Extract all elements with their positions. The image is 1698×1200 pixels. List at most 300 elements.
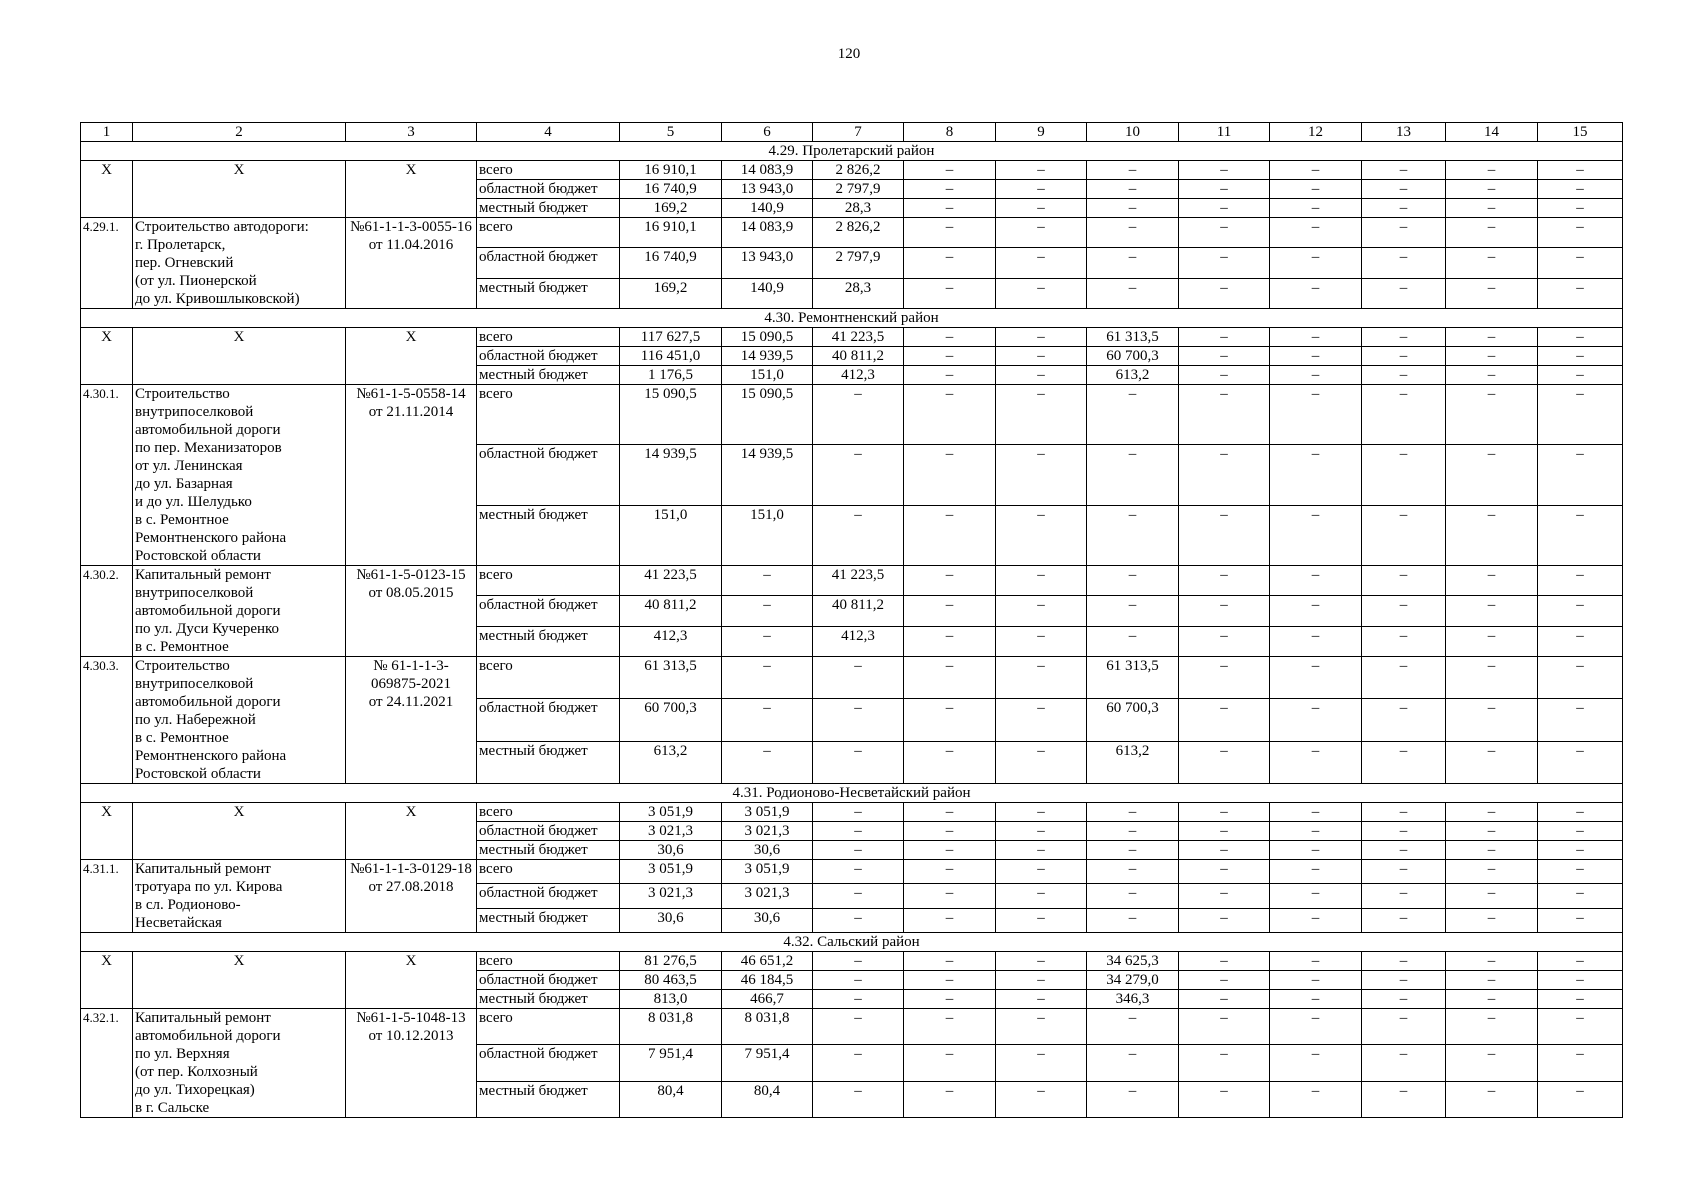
amount-cell: 116 451,0: [620, 347, 722, 366]
amount-cell: –: [813, 841, 904, 860]
amount-cell: –: [1087, 841, 1179, 860]
amount-cell: –: [904, 741, 996, 783]
amount-cell: 3 051,9: [620, 803, 722, 822]
amount-cell: 16 910,1: [620, 218, 722, 248]
amount-cell: –: [1179, 505, 1270, 565]
amount-cell: 613,2: [1087, 366, 1179, 385]
amount-cell: –: [1362, 841, 1446, 860]
amount-cell: –: [904, 366, 996, 385]
amount-cell: –: [1538, 860, 1623, 884]
amount-cell: –: [1446, 990, 1538, 1009]
amount-cell: –: [1087, 505, 1179, 565]
amount-cell: 1 176,5: [620, 366, 722, 385]
document-code: Х: [346, 161, 477, 218]
amount-cell: –: [1538, 971, 1623, 990]
amount-cell: –: [1446, 161, 1538, 180]
amount-cell: 412,3: [813, 366, 904, 385]
amount-cell: 40 811,2: [813, 347, 904, 366]
column-number: 14: [1446, 123, 1538, 142]
item-number: 4.29.1.: [81, 218, 133, 309]
column-number-row: [81, 123, 1623, 142]
amount-cell: 613,2: [620, 741, 722, 783]
amount-cell: –: [1362, 884, 1446, 908]
amount-cell: –: [1538, 657, 1623, 699]
amount-cell: –: [1538, 199, 1623, 218]
column-number: 8: [904, 123, 996, 142]
document-code: № 61-1-1-3- 069875-2021 от 24.11.2021: [346, 657, 477, 784]
amount-cell: –: [996, 971, 1087, 990]
project-row: [81, 657, 1623, 699]
amount-cell: –: [904, 161, 996, 180]
district-total-row: [81, 952, 1623, 971]
amount-cell: –: [813, 1081, 904, 1117]
amount-cell: –: [1538, 385, 1623, 445]
amount-cell: –: [1179, 657, 1270, 699]
amount-cell: –: [996, 822, 1087, 841]
budget-label: всего: [477, 803, 620, 822]
budget-label: всего: [477, 161, 620, 180]
amount-cell: –: [1179, 199, 1270, 218]
document-code: №61-1-5-0558-14 от 21.11.2014: [346, 385, 477, 566]
amount-cell: 3 021,3: [620, 884, 722, 908]
column-number: 10: [1087, 123, 1179, 142]
amount-cell: –: [813, 908, 904, 932]
amount-cell: –: [1179, 1081, 1270, 1117]
section-title: 4.32. Сальский район: [81, 933, 1623, 952]
amount-cell: –: [904, 626, 996, 656]
column-number: 3: [346, 123, 477, 142]
budget-table: [80, 122, 1623, 1118]
budget-label: всего: [477, 657, 620, 699]
amount-cell: –: [1446, 1081, 1538, 1117]
amount-cell: –: [1446, 741, 1538, 783]
amount-cell: 40 811,2: [813, 596, 904, 626]
amount-cell: –: [1087, 385, 1179, 445]
amount-cell: –: [996, 347, 1087, 366]
section-title: 4.31. Родионово-Несветайский район: [81, 784, 1623, 803]
amount-cell: –: [1270, 218, 1362, 248]
amount-cell: –: [1362, 566, 1446, 596]
amount-cell: 80 463,5: [620, 971, 722, 990]
amount-cell: –: [813, 699, 904, 741]
amount-cell: –: [1270, 366, 1362, 385]
amount-cell: –: [1270, 505, 1362, 565]
amount-cell: –: [1270, 699, 1362, 741]
amount-cell: 169,2: [620, 199, 722, 218]
amount-cell: 14 083,9: [722, 218, 813, 248]
amount-cell: –: [904, 884, 996, 908]
amount-cell: –: [1362, 908, 1446, 932]
amount-cell: –: [1179, 180, 1270, 199]
amount-cell: –: [904, 841, 996, 860]
amount-cell: 2 826,2: [813, 218, 904, 248]
budget-label: местный бюджет: [477, 741, 620, 783]
amount-cell: –: [1179, 822, 1270, 841]
amount-cell: –: [1087, 161, 1179, 180]
amount-cell: –: [1538, 328, 1623, 347]
amount-cell: –: [1270, 596, 1362, 626]
amount-cell: 8 031,8: [620, 1009, 722, 1045]
amount-cell: 16 740,9: [620, 248, 722, 278]
amount-cell: 14 939,5: [620, 445, 722, 505]
amount-cell: –: [1270, 741, 1362, 783]
amount-cell: 15 090,5: [722, 328, 813, 347]
amount-cell: –: [813, 971, 904, 990]
amount-cell: –: [1087, 1081, 1179, 1117]
budget-label: всего: [477, 860, 620, 884]
budget-label: местный бюджет: [477, 199, 620, 218]
amount-cell: –: [904, 1009, 996, 1045]
amount-cell: 140,9: [722, 199, 813, 218]
amount-cell: 46 651,2: [722, 952, 813, 971]
amount-cell: –: [722, 566, 813, 596]
amount-cell: 60 700,3: [620, 699, 722, 741]
amount-cell: –: [996, 908, 1087, 932]
amount-cell: –: [1362, 626, 1446, 656]
amount-cell: –: [996, 952, 1087, 971]
amount-cell: –: [996, 328, 1087, 347]
amount-cell: –: [1446, 952, 1538, 971]
budget-label: всего: [477, 328, 620, 347]
amount-cell: –: [1446, 328, 1538, 347]
amount-cell: –: [1087, 278, 1179, 308]
budget-label: всего: [477, 218, 620, 248]
budget-label: местный бюджет: [477, 278, 620, 308]
amount-cell: –: [1270, 445, 1362, 505]
amount-cell: –: [996, 248, 1087, 278]
amount-cell: –: [722, 657, 813, 699]
amount-cell: –: [1087, 199, 1179, 218]
amount-cell: –: [1538, 626, 1623, 656]
amount-cell: –: [1087, 626, 1179, 656]
item-name: Строительство внутрипоселковой автомобильной дороги по пер. Механизаторов от ул. Ленинская до ул. Базарная и до ул. Шелудько в с. Ремонтное Ремонтненского района Ростовской области: [133, 385, 346, 566]
amount-cell: –: [1362, 1081, 1446, 1117]
amount-cell: 15 090,5: [722, 385, 813, 445]
amount-cell: –: [1362, 278, 1446, 308]
amount-cell: –: [1270, 566, 1362, 596]
amount-cell: –: [996, 860, 1087, 884]
amount-cell: –: [1446, 971, 1538, 990]
item-name: Капитальный ремонт автомобильной дороги по ул. Верхняя (от пер. Колхозный до ул. Тихорецкая) в г. Сальске: [133, 1009, 346, 1118]
amount-cell: 30,6: [620, 908, 722, 932]
amount-cell: 46 184,5: [722, 971, 813, 990]
amount-cell: –: [1446, 841, 1538, 860]
amount-cell: 169,2: [620, 278, 722, 308]
amount-cell: –: [1270, 860, 1362, 884]
district-section-title: [81, 933, 1623, 952]
amount-cell: 3 021,3: [620, 822, 722, 841]
amount-cell: –: [813, 1045, 904, 1081]
amount-cell: –: [1362, 248, 1446, 278]
item-number: Х: [81, 803, 133, 860]
amount-cell: –: [1087, 803, 1179, 822]
amount-cell: 14 939,5: [722, 347, 813, 366]
budget-label: областной бюджет: [477, 180, 620, 199]
amount-cell: 60 700,3: [1087, 347, 1179, 366]
document-code: №61-1-5-1048-13 от 10.12.2013: [346, 1009, 477, 1118]
item-number: 4.32.1.: [81, 1009, 133, 1118]
amount-cell: –: [1362, 1009, 1446, 1045]
amount-cell: –: [904, 505, 996, 565]
amount-cell: –: [1087, 908, 1179, 932]
item-name: Х: [133, 328, 346, 385]
amount-cell: –: [1362, 803, 1446, 822]
column-number: 5: [620, 123, 722, 142]
amount-cell: –: [996, 1045, 1087, 1081]
item-number: 4.30.1.: [81, 385, 133, 566]
budget-label: местный бюджет: [477, 908, 620, 932]
amount-cell: –: [1087, 248, 1179, 278]
column-number: 6: [722, 123, 813, 142]
amount-cell: –: [813, 1009, 904, 1045]
amount-cell: 28,3: [813, 278, 904, 308]
amount-cell: 140,9: [722, 278, 813, 308]
amount-cell: 7 951,4: [722, 1045, 813, 1081]
amount-cell: 61 313,5: [1087, 328, 1179, 347]
amount-cell: –: [1538, 884, 1623, 908]
document-code: №61-1-5-0123-15 от 08.05.2015: [346, 566, 477, 657]
column-number: 2: [133, 123, 346, 142]
amount-cell: –: [1087, 1045, 1179, 1081]
amount-cell: –: [1179, 347, 1270, 366]
amount-cell: –: [1362, 385, 1446, 445]
amount-cell: –: [996, 741, 1087, 783]
amount-cell: –: [1179, 161, 1270, 180]
amount-cell: 16 740,9: [620, 180, 722, 199]
amount-cell: –: [1446, 180, 1538, 199]
amount-cell: –: [1362, 347, 1446, 366]
amount-cell: –: [1446, 596, 1538, 626]
amount-cell: –: [1270, 803, 1362, 822]
amount-cell: –: [1446, 822, 1538, 841]
item-number: 4.30.2.: [81, 566, 133, 657]
amount-cell: 30,6: [722, 841, 813, 860]
amount-cell: –: [996, 990, 1087, 1009]
amount-cell: –: [1087, 566, 1179, 596]
amount-cell: –: [1087, 218, 1179, 248]
document-code: №61-1-1-3-0055-16 от 11.04.2016: [346, 218, 477, 309]
amount-cell: –: [1179, 445, 1270, 505]
amount-cell: 80,4: [722, 1081, 813, 1117]
budget-label: местный бюджет: [477, 990, 620, 1009]
amount-cell: –: [813, 657, 904, 699]
amount-cell: –: [1538, 803, 1623, 822]
amount-cell: –: [1538, 366, 1623, 385]
amount-cell: –: [722, 741, 813, 783]
amount-cell: –: [1446, 1009, 1538, 1045]
amount-cell: –: [1270, 1009, 1362, 1045]
item-number: Х: [81, 328, 133, 385]
amount-cell: 3 051,9: [722, 803, 813, 822]
amount-cell: 41 223,5: [813, 566, 904, 596]
amount-cell: –: [1446, 860, 1538, 884]
budget-label: местный бюджет: [477, 626, 620, 656]
budget-label: всего: [477, 1009, 620, 1045]
budget-label: всего: [477, 952, 620, 971]
amount-cell: –: [1362, 161, 1446, 180]
project-row: [81, 385, 1623, 445]
amount-cell: –: [1538, 347, 1623, 366]
amount-cell: –: [996, 505, 1087, 565]
amount-cell: –: [1270, 952, 1362, 971]
amount-cell: –: [996, 803, 1087, 822]
amount-cell: 30,6: [722, 908, 813, 932]
amount-cell: –: [904, 1081, 996, 1117]
amount-cell: 41 223,5: [813, 328, 904, 347]
amount-cell: –: [1087, 445, 1179, 505]
amount-cell: –: [1270, 1045, 1362, 1081]
amount-cell: –: [1446, 566, 1538, 596]
amount-cell: 412,3: [813, 626, 904, 656]
amount-cell: 14 083,9: [722, 161, 813, 180]
amount-cell: –: [996, 841, 1087, 860]
amount-cell: –: [1270, 971, 1362, 990]
budget-label: областной бюджет: [477, 347, 620, 366]
amount-cell: –: [1538, 596, 1623, 626]
amount-cell: –: [996, 385, 1087, 445]
amount-cell: 60 700,3: [1087, 699, 1179, 741]
amount-cell: –: [813, 822, 904, 841]
amount-cell: –: [904, 445, 996, 505]
amount-cell: 41 223,5: [620, 566, 722, 596]
amount-cell: –: [1446, 445, 1538, 505]
amount-cell: –: [1270, 1081, 1362, 1117]
amount-cell: –: [996, 278, 1087, 308]
amount-cell: –: [996, 199, 1087, 218]
amount-cell: –: [1538, 1009, 1623, 1045]
amount-cell: –: [1538, 1081, 1623, 1117]
budget-label: местный бюджет: [477, 841, 620, 860]
amount-cell: –: [904, 199, 996, 218]
amount-cell: –: [1362, 860, 1446, 884]
amount-cell: –: [1446, 803, 1538, 822]
amount-cell: –: [1538, 566, 1623, 596]
amount-cell: 16 910,1: [620, 161, 722, 180]
amount-cell: –: [722, 596, 813, 626]
amount-cell: –: [1538, 445, 1623, 505]
district-total-row: [81, 328, 1623, 347]
amount-cell: –: [1179, 860, 1270, 884]
amount-cell: –: [1270, 385, 1362, 445]
column-number: 9: [996, 123, 1087, 142]
amount-cell: –: [813, 505, 904, 565]
amount-cell: –: [996, 626, 1087, 656]
amount-cell: –: [1179, 366, 1270, 385]
amount-cell: –: [1179, 218, 1270, 248]
item-name: Капитальный ремонт тротуара по ул. Кирова в сл. Родионово- Несветайская: [133, 860, 346, 933]
budget-label: областной бюджет: [477, 884, 620, 908]
amount-cell: –: [1538, 248, 1623, 278]
amount-cell: –: [1538, 841, 1623, 860]
amount-cell: –: [1446, 505, 1538, 565]
amount-cell: –: [1362, 699, 1446, 741]
amount-cell: –: [813, 445, 904, 505]
amount-cell: –: [813, 803, 904, 822]
column-number: 7: [813, 123, 904, 142]
amount-cell: –: [1270, 908, 1362, 932]
amount-cell: –: [1538, 278, 1623, 308]
amount-cell: –: [904, 908, 996, 932]
amount-cell: –: [996, 218, 1087, 248]
amount-cell: –: [1446, 908, 1538, 932]
amount-cell: –: [1538, 699, 1623, 741]
section-title: 4.30. Ремонтненский район: [81, 309, 1623, 328]
budget-label: областной бюджет: [477, 445, 620, 505]
amount-cell: 151,0: [722, 505, 813, 565]
budget-label: областной бюджет: [477, 248, 620, 278]
amount-cell: –: [996, 596, 1087, 626]
amount-cell: –: [1270, 657, 1362, 699]
amount-cell: –: [996, 657, 1087, 699]
amount-cell: –: [1179, 884, 1270, 908]
amount-cell: –: [1087, 1009, 1179, 1045]
amount-cell: –: [1446, 385, 1538, 445]
amount-cell: –: [1179, 385, 1270, 445]
amount-cell: –: [904, 248, 996, 278]
amount-cell: –: [1270, 841, 1362, 860]
district-total-row: [81, 803, 1623, 822]
column-number: 13: [1362, 123, 1446, 142]
amount-cell: 117 627,5: [620, 328, 722, 347]
item-number: 4.30.3.: [81, 657, 133, 784]
amount-cell: –: [1270, 199, 1362, 218]
amount-cell: 30,6: [620, 841, 722, 860]
item-name: Х: [133, 161, 346, 218]
document-code: Х: [346, 328, 477, 385]
amount-cell: –: [1179, 626, 1270, 656]
amount-cell: –: [1179, 278, 1270, 308]
amount-cell: –: [904, 971, 996, 990]
amount-cell: –: [1362, 596, 1446, 626]
item-number: 4.31.1.: [81, 860, 133, 933]
amount-cell: –: [1270, 626, 1362, 656]
amount-cell: –: [1362, 971, 1446, 990]
amount-cell: –: [1270, 822, 1362, 841]
project-row: [81, 860, 1623, 884]
budget-label: областной бюджет: [477, 971, 620, 990]
amount-cell: –: [1362, 657, 1446, 699]
amount-cell: 28,3: [813, 199, 904, 218]
amount-cell: –: [1446, 199, 1538, 218]
budget-label: областной бюджет: [477, 699, 620, 741]
amount-cell: –: [1538, 908, 1623, 932]
amount-cell: –: [1179, 248, 1270, 278]
amount-cell: 3 021,3: [722, 884, 813, 908]
amount-cell: 3 051,9: [620, 860, 722, 884]
amount-cell: 81 276,5: [620, 952, 722, 971]
amount-cell: –: [722, 699, 813, 741]
amount-cell: 34 625,3: [1087, 952, 1179, 971]
amount-cell: 613,2: [1087, 741, 1179, 783]
budget-label: областной бюджет: [477, 1045, 620, 1081]
item-number: Х: [81, 952, 133, 1009]
amount-cell: –: [1087, 180, 1179, 199]
amount-cell: –: [904, 822, 996, 841]
amount-cell: –: [904, 1045, 996, 1081]
amount-cell: –: [996, 884, 1087, 908]
item-name: Х: [133, 952, 346, 1009]
amount-cell: –: [1179, 741, 1270, 783]
amount-cell: –: [904, 347, 996, 366]
amount-cell: –: [1179, 971, 1270, 990]
amount-cell: 466,7: [722, 990, 813, 1009]
amount-cell: –: [1087, 596, 1179, 626]
item-number: Х: [81, 161, 133, 218]
amount-cell: –: [813, 884, 904, 908]
district-section-title: [81, 784, 1623, 803]
amount-cell: 412,3: [620, 626, 722, 656]
amount-cell: –: [1270, 990, 1362, 1009]
